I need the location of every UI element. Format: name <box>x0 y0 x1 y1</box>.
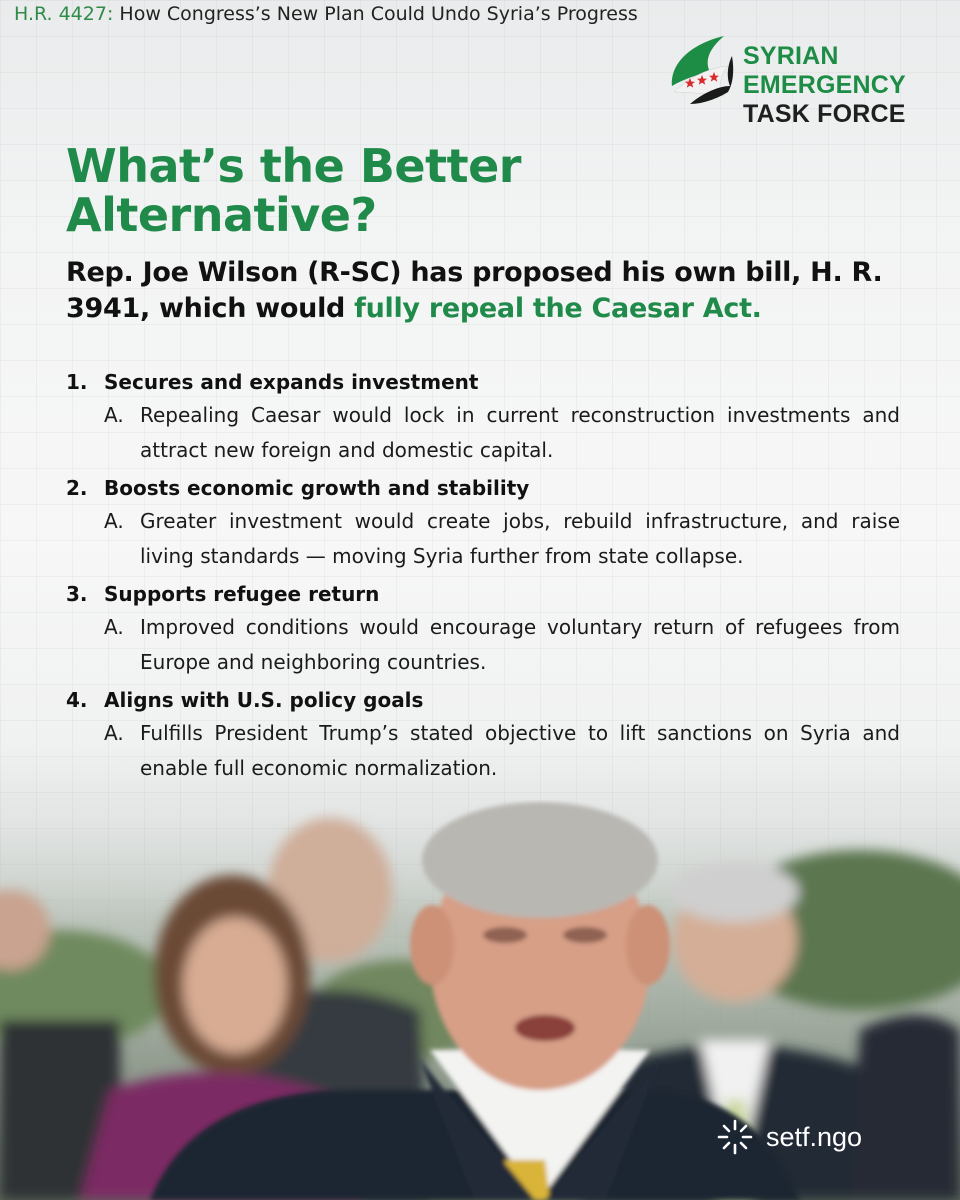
list-item-heading <box>66 684 900 716</box>
list-item-heading <box>66 472 900 504</box>
subheadline <box>66 255 926 327</box>
list-item-number: 1. <box>66 370 88 394</box>
org-name-line2: TASK FORCE <box>743 100 906 128</box>
series-title: How Congress’s New Plan Could Undo Syria’s Progress <box>119 3 638 25</box>
list-subitem <box>104 716 900 786</box>
list-subitem-letter: A. <box>104 615 124 639</box>
org-name-line1: SYRIAN EMERGENCY <box>743 42 906 99</box>
list-item <box>66 366 900 468</box>
sparkle-icon <box>716 1118 754 1156</box>
headline: What’s the Better Alternative? <box>66 139 521 242</box>
list-subitem-letter: A. <box>104 721 124 745</box>
benefits-list <box>66 366 900 790</box>
list-subitem <box>104 610 900 680</box>
website-link[interactable] <box>716 1118 862 1156</box>
list-subitem <box>104 504 900 574</box>
list-item-title: Boosts economic growth and stability <box>104 476 530 500</box>
series-header <box>14 3 638 25</box>
website-url[interactable]: setf.ngo <box>766 1121 863 1152</box>
list-item-number: 3. <box>66 582 88 606</box>
bill-number: H.R. 4427: <box>14 3 114 25</box>
list-subitem-text: Fulfills President Trump’s stated objective to lift sanctions on Syria and enable full economic normalization. <box>140 721 900 780</box>
list-item-title: Supports refugee return <box>104 582 380 606</box>
list-subitem <box>104 398 900 468</box>
list-item <box>66 578 900 680</box>
list-item-heading <box>66 578 900 610</box>
list-subitem-text: Improved conditions would encourage voluntary return of refugees from Europe and neighboring countries. <box>140 615 900 674</box>
list-subitem-text: Repealing Caesar would lock in current reconstruction investments and attract new foreign and domestic capital. <box>140 403 900 462</box>
list-subitem-text: Greater investment would create jobs, rebuild infrastructure, and raise living standards — moving Syria further from state collapse. <box>140 509 900 568</box>
list-item-title: Aligns with U.S. policy goals <box>104 688 424 712</box>
list-subitem-letter: A. <box>104 403 124 427</box>
list-item-heading <box>66 366 900 398</box>
list-item-number: 4. <box>66 688 88 712</box>
org-name <box>743 42 960 129</box>
list-item-title: Secures and expands investment <box>104 370 479 394</box>
list-item <box>66 684 900 786</box>
list-item-number: 2. <box>66 476 88 500</box>
list-subitem-letter: A. <box>104 509 124 533</box>
subheadline-highlight: fully repeal the Caesar Act. <box>354 293 762 324</box>
list-item <box>66 472 900 574</box>
subheadline-text: Rep. Joe Wilson (R-SC) has proposed his own bill, H. R. 3941, which would <box>66 257 883 324</box>
